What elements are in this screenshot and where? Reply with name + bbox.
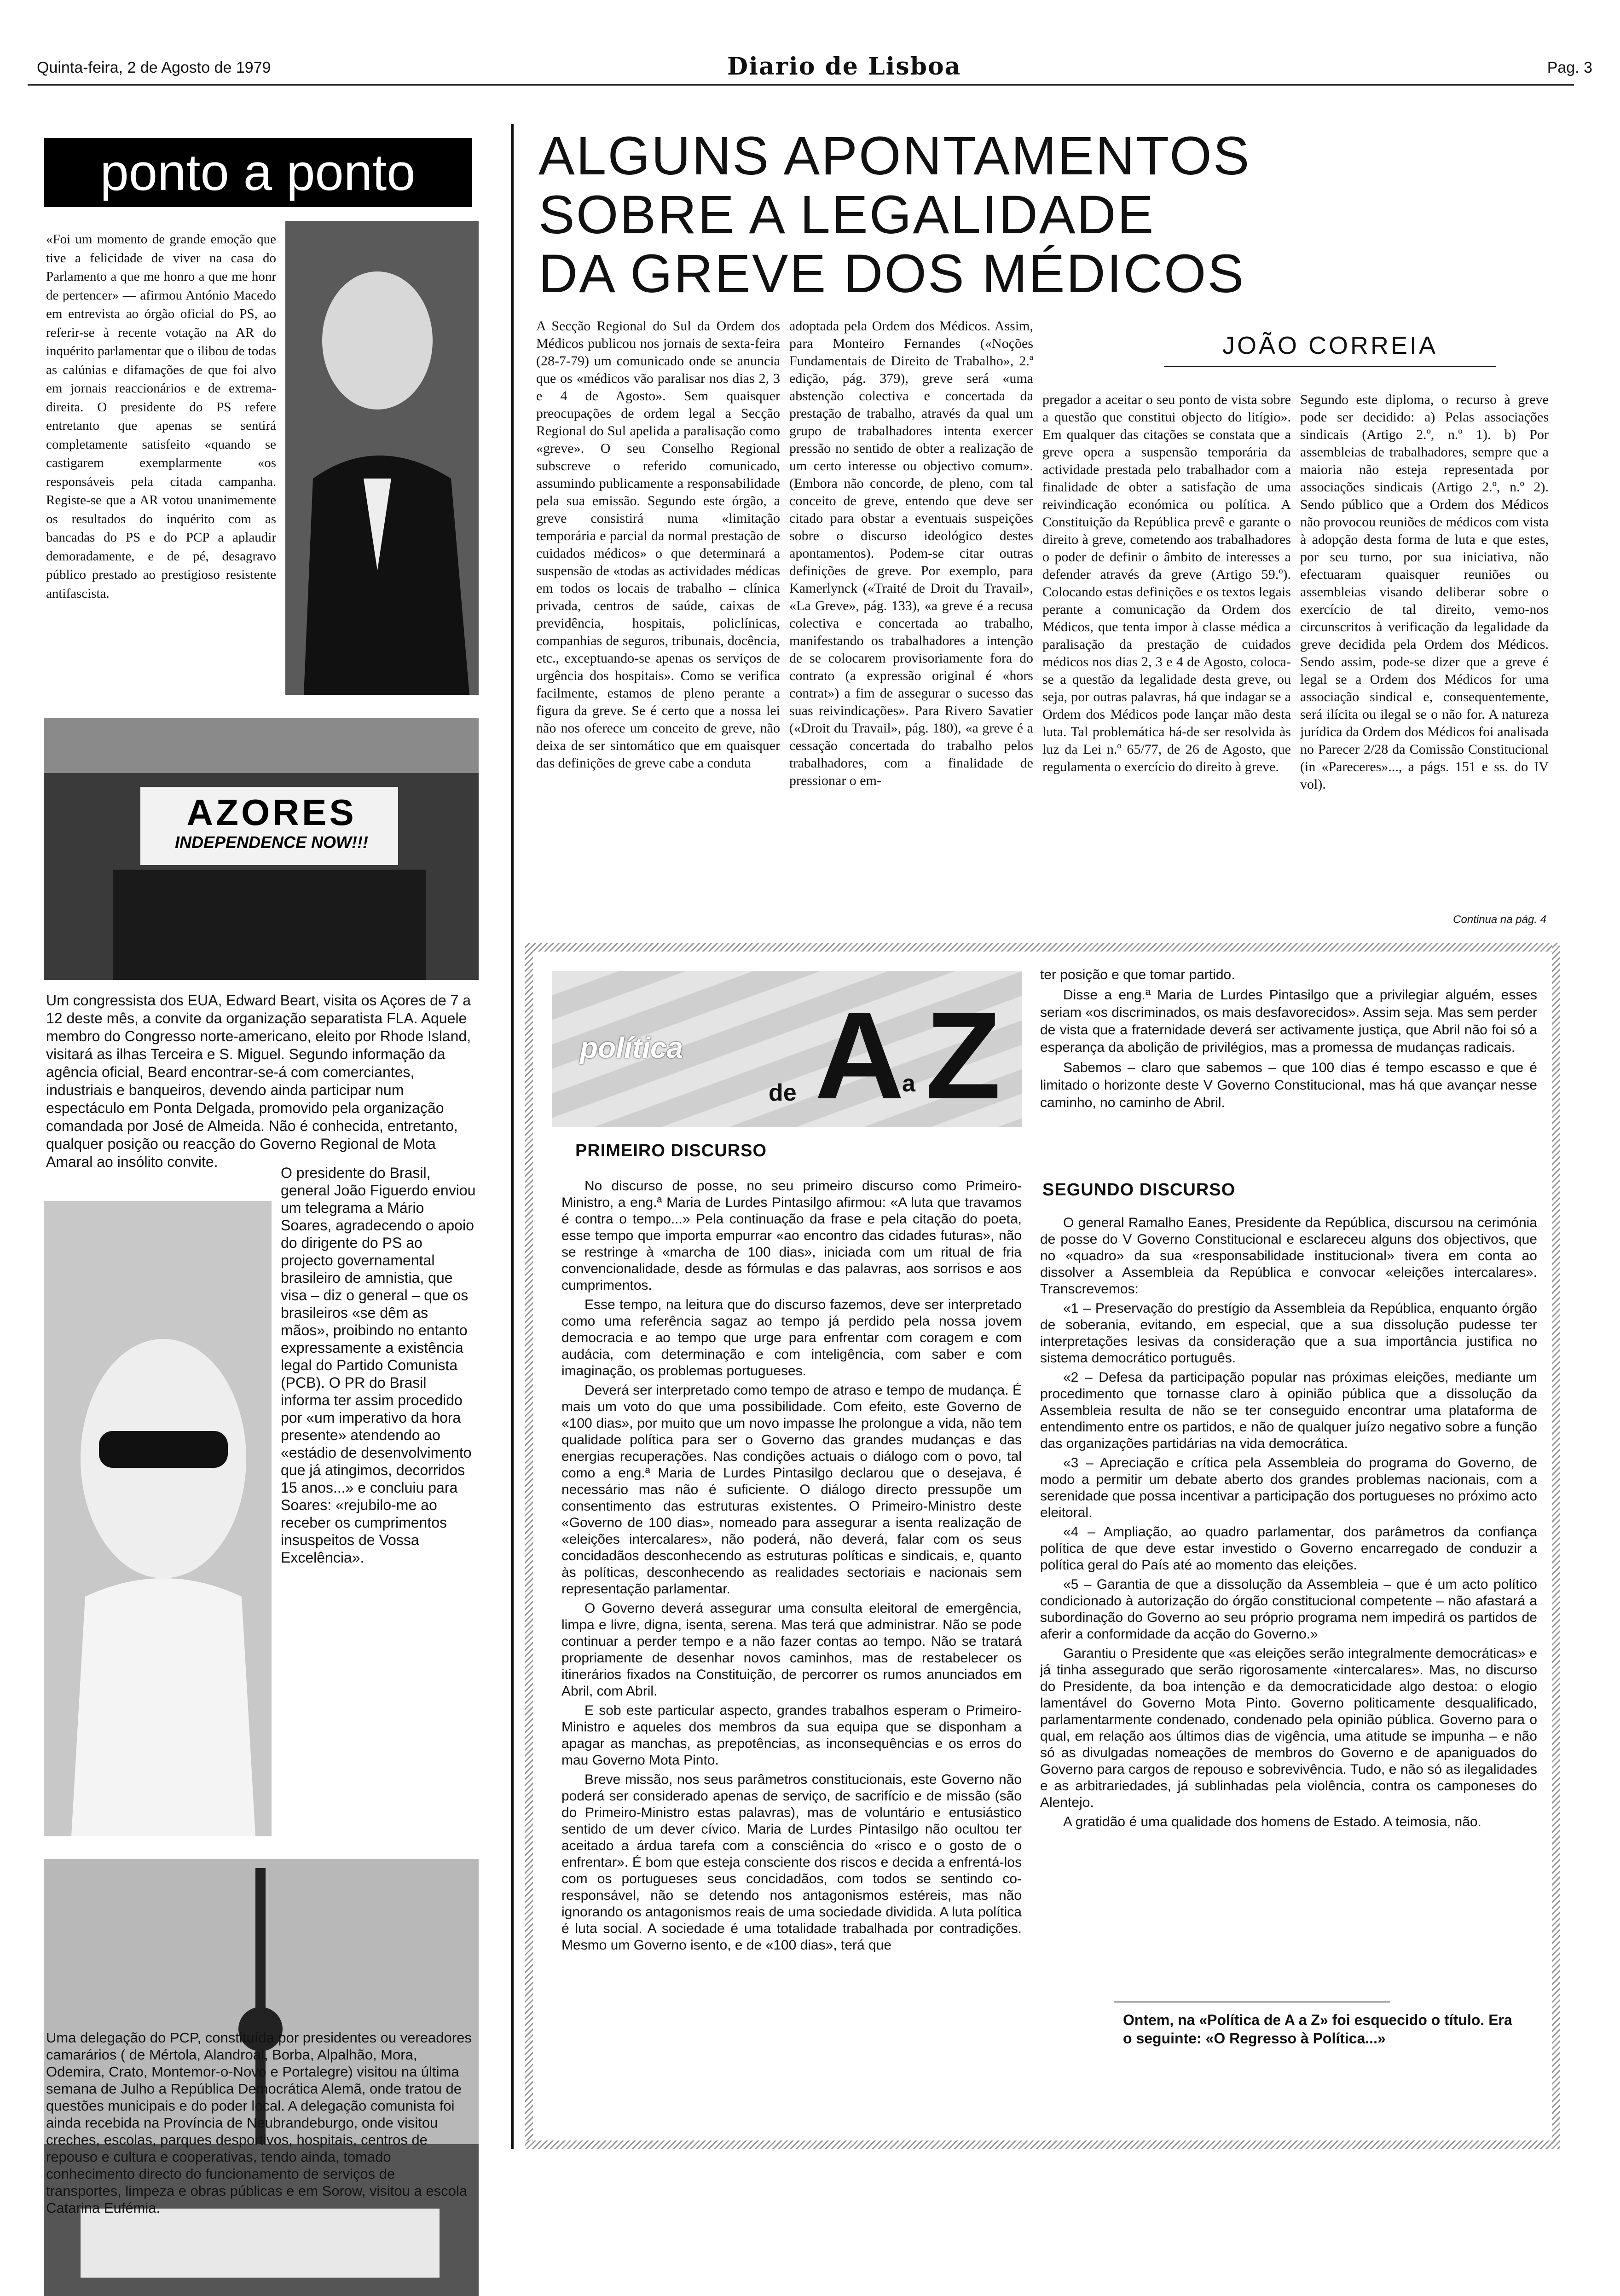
- pcp-caption: Uma delegação do PCP, constituída por presidentes ou vereadores camarários ( de Mértola, Alandroal, Borba, Alpalhão, Mora, Odemira, Crato, Montemor-o-Novo e Portalegre) visitou na última semana de Julho a República Democrática Alemã, onde tratou de questões municipais e do poder local. A delegação comunista foi ainda recebida na Província de Neubrandeburgo, onde visitou creches, escolas, parques desportivos, hospitais, centros de repouso e cultura e cooperativas, tendo ainda, tomado conhecimento directo do funcionamento de serviços de transportes, limpeza e obras públicas e em Sorow, visitou a escola Catarina Eufémia.: [46, 2030, 472, 2216]
- brasil-text: O presidente do Brasil, general João Figuerdo enviou um telegrama a Mário Soares, agradecendo o apoio do dirigente do PS ao projecto governamental brasileiro de amnistia, que visa – diz o general – que os brasileiros «se dêm as mãos», proibindo no entanto expressamente a existência legal do Partido Comunista (PCB). O PR do Brasil informa ter assim procedido por «um imperativo da hora presente» atendendo ao «estádio de desenvolvimento que já atingimos, decorridos 15 anos...» e concluiu para Soares: «rejubilo-me ao receber os cumprimentos insuspeitos de Vossa Excelência».: [281, 1165, 476, 1566]
- masthead-rule: [28, 84, 1574, 86]
- masthead-paper-name: Diario de Lisboa: [727, 52, 961, 81]
- continua-note: Continua na pág. 4: [1453, 913, 1546, 926]
- az-paragraph: «1 – Preservação do prestígio da Assembleia da República, enquanto órgão de soberania, evitando, em especial, que a sua dissolução pudesse ter interpretações lesivas da consideração que a sua importância justifica no sistema democrático português.: [1040, 1301, 1537, 1366]
- section-segundo-discurso: SEGUNDO DISCURSO: [1042, 1180, 1236, 1200]
- az-paragraph: Deverá ser interpretado como tempo de atraso e tempo de mudança. É mais um voto do que uma possibilidade. Com efeito, este Governo de «100 dias», por muito que um novo impasse lhe prolongue a vida, não tem qualidade política para ser o Governo das grandes mudanças e das energias recuperações. Nas condições actuais o diálogo com o povo, tal como a eng.ª Maria de Lurdes Pintasilgo declarou que o desejava, é necessário mas não é suficiente. O diálogo directo pressupõe um consentimento das estruturas existentes. O Primeiro-Ministro deste «Governo de 100 dias», nomeado para assegurar a isenta realização de «eleições intercalares», não poderá, não deverá, falar com os seus concidadãos desconhecendo as estruturas políticas e sindicais, e, quanto às políticas, desconhecendo as realidades sectoriais e nacionais sem representação parlamentar.: [561, 1383, 1022, 1597]
- article-column-2: adoptada pela Ordem dos Médicos. Assim, para Monteiro Fernandes («Noções Fundamentais de Direito de Trabalho», 2.ª edição, pág. 379), greve será «uma abstenção colectiva e concertada da prestação de trabalho, através da qual um grupo de trabalhadores intenta exercer pressão no sentido de obter a realização de um certo interesse ou objectivo comum». (Embora não concorde, de pleno, com tal conceito de greve, entendo que deve ser citado para obstar a eventuais suspeições sobre o discurso ideológico destes apontamentos). Podem-se citar outras definições de greve. Por exemplo, para Kamerlynck («Traité de Droit du Travail», «La Greve», pág. 133), «a greve é a recusa colectiva e concertada ao trabalho, manifestando os trabalhadores a intenção de se colocarem provisoriamente fora do contrato (a expressão original é «hors contrat») a fim de assegurar o sucesso das suas reivindicações». Para Rivero Savatier («Droit du Travail», pág. 180), «a greve é a cessação concertada do trabalho pelos trabalhadores, com a finalidade de pressionar o em-: [789, 318, 1033, 788]
- az-paragraph: «4 – Ampliação, ao quadro parlamentar, dos parâmetros da confiança política de que deve estar investido o Governo encarregado de conduzir a política geral do País até ao momento das eleições.: [1040, 1524, 1537, 1573]
- az-border-bottom: [525, 2140, 1560, 2149]
- az-paragraph: O general Ramalho Eanes, Presidente da República, discursou na cerimónia de posse do V Governo Constitucional e esclareceu alguns dos objectivos, que no «quadro» da sua «responsabilidade institucional» tivera em conta ao dissolver a Assembleia da República e convocar «eleições intercalares». Transcrevemos:: [1040, 1215, 1537, 1297]
- sign-independence: INDEPENDENCE NOW!!!: [175, 833, 368, 852]
- correction-note: Ontem, na «Política de A a Z» foi esquecido o título. Era o seguinte: «O Regresso à Política...»: [1123, 2012, 1512, 2047]
- az-logo-de: de: [769, 1079, 797, 1106]
- section-primeiro-discurso: PRIMEIRO DISCURSO: [575, 1141, 767, 1160]
- az-paragraph: Garantiu o Presidente que «as eleições serão integralmente democráticas» e já tinha assegurado que serão rigorosamente «intercalares». Mas, no discurso do Presidente, da boa intenção e da democraticidade algo destoa: o elogio lamentável do Governo Mota Pinto. Governo politicamente desqualificado, parlamentarmente condenado, condenado pela opinião pública. Governo para o qual, em relação aos últimos dias de vigência, uma atitude se impunha – e não só as divulgadas nomeações de membros do Governo e de apaniguados do Governo para cargos de repouso e sobrevivência. Tudo, e não só as ilegalidades e as arbitrariedades, já sublinhadas pela violência, contra os camponeses do Alentejo.: [1040, 1646, 1537, 1810]
- photo-figueiredo: [44, 1201, 272, 1836]
- sign-azores: AZORES: [186, 792, 357, 833]
- az-paragraph: ter posição e que tomar partido.: [1040, 967, 1235, 982]
- headline-line-1: ALGUNS APONTAMENTOS: [538, 126, 1251, 186]
- az-paragraph: Esse tempo, na leitura que do discurso fazemos, deve ser interpretado como uma referência sagaz ao tempo já perdido pela nossa jovem democracia e ao tempo que urge para enfrentar com coragem e com audácia, com determinação e com inteligência, com saber e com imaginação, os problemas portugueses.: [561, 1297, 1022, 1379]
- masthead-date: Quinta-feira, 2 de Agosto de 1979: [37, 59, 271, 76]
- az-paragraph: «2 – Defesa da participação popular nas próximas eleições, mediante um procedimento que tornasse claro à opinião pública que a dissolução da Assembleia resulta de não se ter conseguido encontrar uma plataforma de entendimento entre os partidos, e não de qualquer juízo negativo sobre a função das organizações partidárias na vida democrática.: [1040, 1370, 1537, 1451]
- az-logo-a: A: [815, 986, 904, 1125]
- photo-antonio-macedo: [285, 221, 479, 695]
- az-paragraph: E sob este particular aspecto, grandes trabalhos esperam o Primeiro-Ministro e aqueles dos membros da sua equipa que se disponham a apagar as manchas, as prepotências, as inconsequências e os erros do mau Governo Mota Pinto.: [561, 1703, 1022, 1768]
- az-paragraph: «3 – Apreciação e crítica pela Assembleia do programa do Governo, de modo a permitir um debate aberto dos grandes problemas nacionais, com a serenidade que possa incentivar a participação dos portugueses no próximo acto eleitoral.: [1040, 1455, 1537, 1520]
- az-paragraph: O Governo deverá assegurar uma consulta eleitoral de emergência, limpa e livre, digna, isenta, serena. Mas terá que administrar. Não se pode continuar a perder tempo e a não fazer contas ao tempo. Não se tratará propriamente de desenhar novos caminhos, mas de restabelecer os itinerários fixados na Constituição, de percorrer os rumos anunciados em Abril, com Abril.: [561, 1601, 1022, 1699]
- main-headline: [538, 127, 1275, 303]
- az-paragraph: A gratidão é uma qualidade dos homens de Estado. A teimosia, não.: [1063, 1814, 1481, 1829]
- az-border-right: [1552, 943, 1560, 2149]
- az-paragraph: «5 – Garantia de que a dissolução da Assembleia – que é um acto político condicionado à autorização do órgão constitucional competente – não afastará a subordinação do Governo ao seu próprio programa nem impedirá os partidos de aferir a conformidade da acção do Governo.»: [1040, 1577, 1537, 1642]
- az-right-column: [1040, 1215, 1537, 1833]
- az-border-left: [525, 943, 533, 2149]
- az-logo-small-a: a: [902, 1070, 915, 1097]
- column-divider: [511, 124, 514, 2149]
- az-paragraph: Breve missão, nos seus parâmetros constitucionais, este Governo não poderá ser considerado apenas de serviço, de sacrifício e de missão (são do Primeiro-Ministro estas palavras), mas de voluntário e entusiástico sentido de um dever cívico. Maria de Lurdes Pintasilgo não ocultou ter aceitado a árdua tarefa com a consciência do «risco e o gosto de o enfrentar». É bom que esteja consciente dos riscos e decida a enfrentá-los com os portugueses seus concidadãos, com todos se sentindo co-responsável, não se detendo nos antagonismos estéreis, mas não ignorando os antagonismos reais de uma sociedade dividida. A luta política é luta social. A sociedade é uma totalidade trabalhada por contradições. Mesmo um Governo isento, e de «100 dias», terá que: [561, 1772, 1022, 1953]
- az-left-column: [561, 1178, 1022, 1956]
- article-column-3: pregador a aceitar o seu ponto de vista sobre a questão que constitui objecto do litígio». Em qualquer das citações se constata que a greve opera a suspensão temporária da actividade prestada pelo trabalhador com a finalidade de obter a satisfação de uma reivindicação económica ou política. A Constituição da República prevê e garante o direito à greve, cometendo aos trabalhadores o poder de definir o âmbito de interesses a defender através da greve (Artigo 59.º). Colocando estas definições e os textos legais perante a comunicação da Ordem dos Médicos, que tenta impor à classe médica a paralisação da prestação de cuidados médicos nos dias 2, 3 e 4 de Agosto, coloca-se a questão da legalidade desta greve, ou seja, por outras palavras, há que indagar se a Ordem dos Médicos pode lançar mão desta luta. Tal problemática há-de ser resolvida às luz da Lei n.º 65/77, de 26 de Agosto, que regulamenta o exercício do direito à greve.: [1042, 392, 1291, 774]
- az-logo-z: Z: [925, 986, 1001, 1125]
- az-logo-word: política: [580, 1031, 683, 1064]
- az-right-column-top: [1040, 966, 1537, 1114]
- azores-caption: Um congressista dos EUA, Edward Beart, visita os Açores de 7 a 12 deste mês, a convite da organização separatista FLA. Aquele membro do Congresso norte-americano, eleito por Rhode Island, visitará as ilhas Terceira e S. Miguel. Segundo informação da agência oficial, Beard encontrar-se-á com comerciantes, industriais e banqueiros, devendo ainda participar num espectáculo em Ponta Delgada, promovido pela organização comandada por José de Almeida. Não é conhecida, entretanto, qualquer posição ou reacção do Governo Regional de Mota Amaral ao insólito convite.: [46, 992, 471, 1170]
- author-name: JOÃO CORREIA: [1222, 332, 1438, 359]
- headline-line-3: DA GREVE DOS MÉDICOS: [538, 243, 1245, 304]
- article-column-4: Segundo este diploma, o recurso à greve pode ser decidido: a) Pelas associações sindicais (Artigo 2.º, n.º 1). b) Por assembleias de trabalhadores, sempre que a maioria não esteja representada por associações sindicais (Artigo 2.º, n.º 2). Sendo público que a Ordem dos Médicos não provocou reuniões de médicos com vista à adopção desta forma de luta e que estes, por seu turno, por sua iniciativa, não efectuaram quaisquer reuniões ou assembleias visando deliberar sobre o exercício de tal direito, vemo-nos circunscritos à verificação da legalidade da greve decidida pela Ordem dos Médicos. Sendo assim, pode-se dizer que a greve é legal se a Ordem dos Médicos for uma associação sindical e, consequentemente, será ilícita ou ilegal se o não for. A natureza jurídica da Ordem dos Médicos foi analisada no Parecer 2/28 da Comissão Constitucional (in «Pareceres»..., a págs. 151 e ss. do IV vol).: [1300, 392, 1549, 792]
- az-paragraph: No discurso de posse, no seu primeiro discurso como Primeiro-Ministro, a eng.ª Maria de Lurdes Pintasilgo afirmou: «A luta que travamos é contra o tempo...» Pela continuação da frase e pela citação do poeta, esse tempo que importa empurrar «ao encontro das cidades futuras», não se restringe à «marcha de 100 dias», iniciada com um ritual de fria convencionalidade, desde as fórmulas e das palavras, aos sorrisos e aos cumprimentos.: [561, 1178, 1022, 1293]
- az-border-top: [525, 943, 1560, 952]
- masthead-page-number: Pag. 3: [1547, 59, 1592, 76]
- masthead: [37, 46, 1620, 81]
- article-column-1: A Secção Regional do Sul da Ordem dos Médicos publicou nos jornais de sexta-feira (28-7-79) um comunicado onde se anuncia que os «médicos vão paralisar nos dias 2, 3 e 4 de Agosto». Sem quaisquer preocupações de ordem legal a Secção Regional do Sul apelida a paralisação como «greve». O seu Conselho Regional subscreve o referido comunicado, assumindo publicamente a responsabilidade pela sua emissão. Segundo este órgão, a greve consistirá numa «limitação temporária e parcial da normal prestação de cuidados médicos» o que determinará a suspensão de «todas as actividades médicas em todos os locais de trabalho – clínica privada, centros de saúde, caixas de previdência, hospitais, policlínicas, companhias de seguros, tribunais, docência, etc., exceptuando-se apenas os serviços de urgência dos hospitais». Como se verifica facilmente, estamos de pleno perante a figura da greve. Se é certo que a nossa lei não nos oferece um conceito de greve, não deixa de ser sintomático que em quaisquer das definições de greve cabe a conduta: [536, 318, 780, 771]
- headline-line-2: SOBRE A LEGALIDADE: [538, 185, 1155, 245]
- ponto-a-ponto-title: ponto a ponto: [44, 138, 472, 207]
- portrait-man-illustration: [285, 221, 479, 695]
- az-paragraph: Sabemos – claro que sabemos – que 100 dias é tempo escasso e que é limitado o horizonte deste V Governo Constitucional, mas há que avançar nesse caminho, no caminho de Abril.: [1040, 1060, 1537, 1110]
- ponto-macedo-text: «Foi um momento de grande emoção que tive a felicidade de viver na casa do Parlamento a que me honro a que me honr de pertencer» — afirmou António Macedo em entrevista ao órgão oficial do PS, ao referir-se à recente votação na AR do inquérito parlamentar que o ilibou de todas as calúnias e difamações de que foi alvo em jornais reaccionários e de extrema-direita. O presidente do PS refere entretanto que apenas se sentirá completamente satisfeito «quando se castigarem exemplarmente «os responsáveis pela citada campanha. Registe-se que a AR votou unanimemente os resultados do inquérito com as bancadas do PS e do PCP a aplaudir demoradamente, e de pé, desagravo público prestado ao prestigioso resistente antifascista.: [46, 232, 276, 601]
- az-paragraph: Disse a eng.ª Maria de Lurdes Pintasilgo que a privilegiar alguém, esses seriam «os discriminados, os mais desfavorecidos». Assim seja. Mas sem perder de vista que a fraternidade deverá ser activamente justiça, que Abril não foi só a esperança da abolição de privilégios, mas a promessa de mudanças radicais.: [1040, 987, 1537, 1055]
- author-rule: [1164, 366, 1496, 367]
- az-logo: [552, 971, 1022, 1127]
